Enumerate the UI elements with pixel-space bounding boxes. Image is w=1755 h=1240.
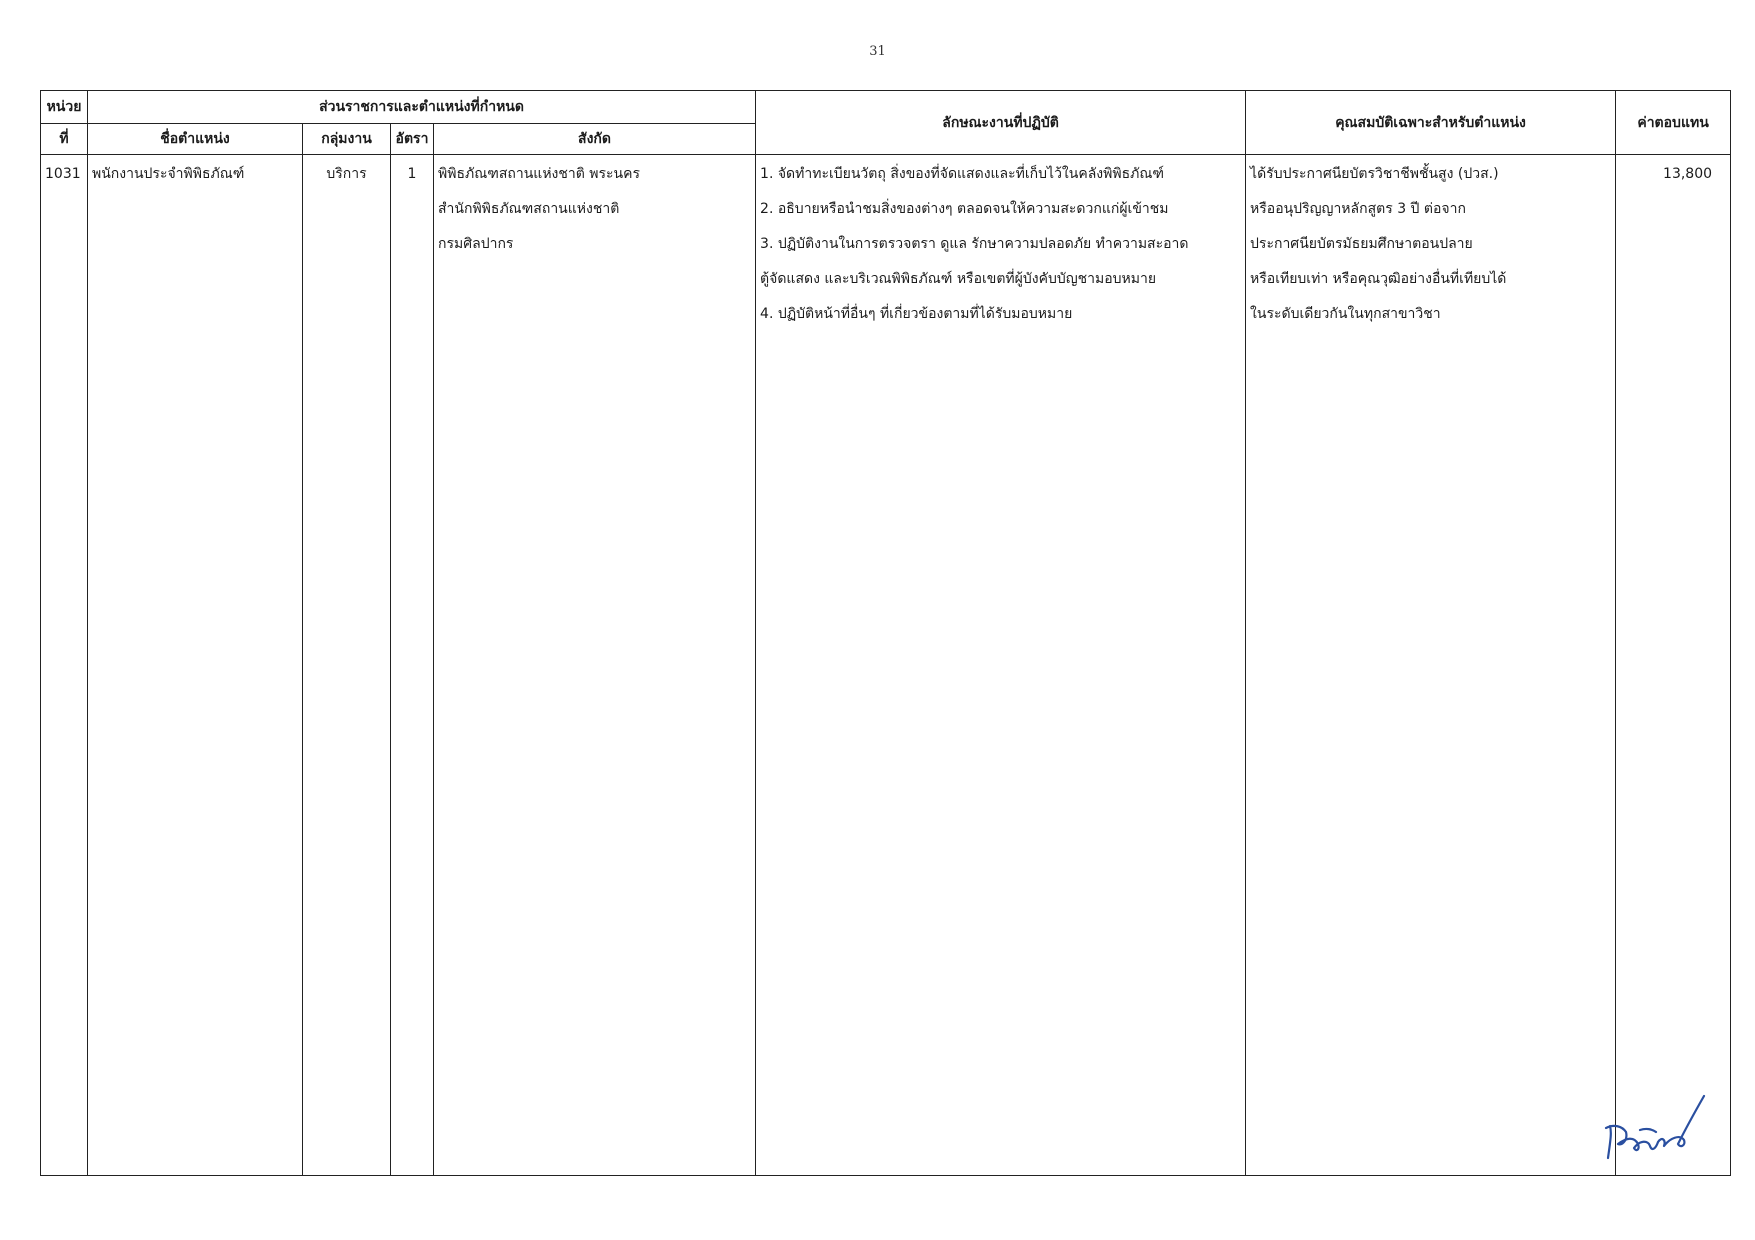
position-name-header: ชื่อตำแหน่ง (88, 124, 303, 155)
position-table (40, 90, 1731, 1176)
work-group-header: กลุ่มงาน (303, 124, 391, 155)
qualification-line: หรืออนุปริญญาหลักสูตร 3 ปี ต่อจาก (1250, 201, 1466, 217)
affiliation-header: สังกัด (434, 124, 756, 155)
unit-cell: 1031 (41, 155, 88, 1176)
affiliation-line: สำนักพิพิธภัณฑสถานแห่งชาติ (438, 201, 620, 217)
duty-line: 2. อธิบายหรือนำชมสิ่งของต่างๆ ตลอดจนให้ความสะดวกแก่ผู้เข้าชม (760, 201, 1169, 217)
qualifications-header: คุณสมบัติเฉพาะสำหรับตำแหน่ง (1246, 91, 1616, 155)
duties-cell (756, 155, 1246, 1176)
duty-line: 1. จัดทำทะเบียนวัตถุ สิ่งของที่จัดแสดงและที่เก็บไว้ในคลังพิพิธภัณฑ์ (760, 166, 1164, 182)
unit-header-line2: ที่ (41, 124, 88, 155)
compensation-header: ค่าตอบแทน (1616, 91, 1731, 155)
rate-cell: 1 (391, 155, 434, 1176)
qualifications-cell (1246, 155, 1616, 1176)
qualification-line: ได้รับประกาศนียบัตรวิชาชีพชั้นสูง (ปวส.) (1250, 166, 1499, 182)
position-name-cell: พนักงานประจำพิพิธภัณฑ์ (88, 155, 303, 1176)
rate-header: อัตรา (391, 124, 434, 155)
affiliation-line: กรมศิลปากร (438, 236, 514, 252)
table-row (41, 155, 1731, 1176)
qualification-line: ประกาศนียบัตรมัธยมศึกษาตอนปลาย (1250, 236, 1473, 252)
duties-header: ลักษณะงานที่ปฏิบัติ (756, 91, 1246, 155)
affiliation-cell (434, 155, 756, 1176)
duty-line: 3. ปฏิบัติงานในการตรวจตรา ดูแล รักษาความปลอดภัย ทำความสะอาด (760, 236, 1189, 252)
duty-line: ตู้จัดแสดง และบริเวณพิพิธภัณฑ์ หรือเขตที่ผู้บังคับบัญชามอบหมาย (760, 271, 1157, 287)
unit-header-line1: หน่วย (41, 91, 88, 124)
work-group-cell: บริการ (303, 155, 391, 1176)
signature-mark (1600, 1088, 1710, 1168)
qualification-line: หรือเทียบเท่า หรือคุณวุฒิอย่างอื่นที่เทียบได้ (1250, 271, 1507, 287)
compensation-cell: 13,800 (1616, 155, 1731, 1176)
duty-line: 4. ปฏิบัติหน้าที่อื่นๆ ที่เกี่ยวข้องตามที่ได้รับมอบหมาย (760, 306, 1073, 322)
affiliation-line: พิพิธภัณฑสถานแห่งชาติ พระนคร (438, 166, 641, 182)
page-number: 31 (869, 44, 886, 59)
qualification-line: ในระดับเดียวกันในทุกสาขาวิชา (1250, 306, 1441, 322)
section-group-header: ส่วนราชการและตำแหน่งที่กำหนด (88, 91, 756, 124)
